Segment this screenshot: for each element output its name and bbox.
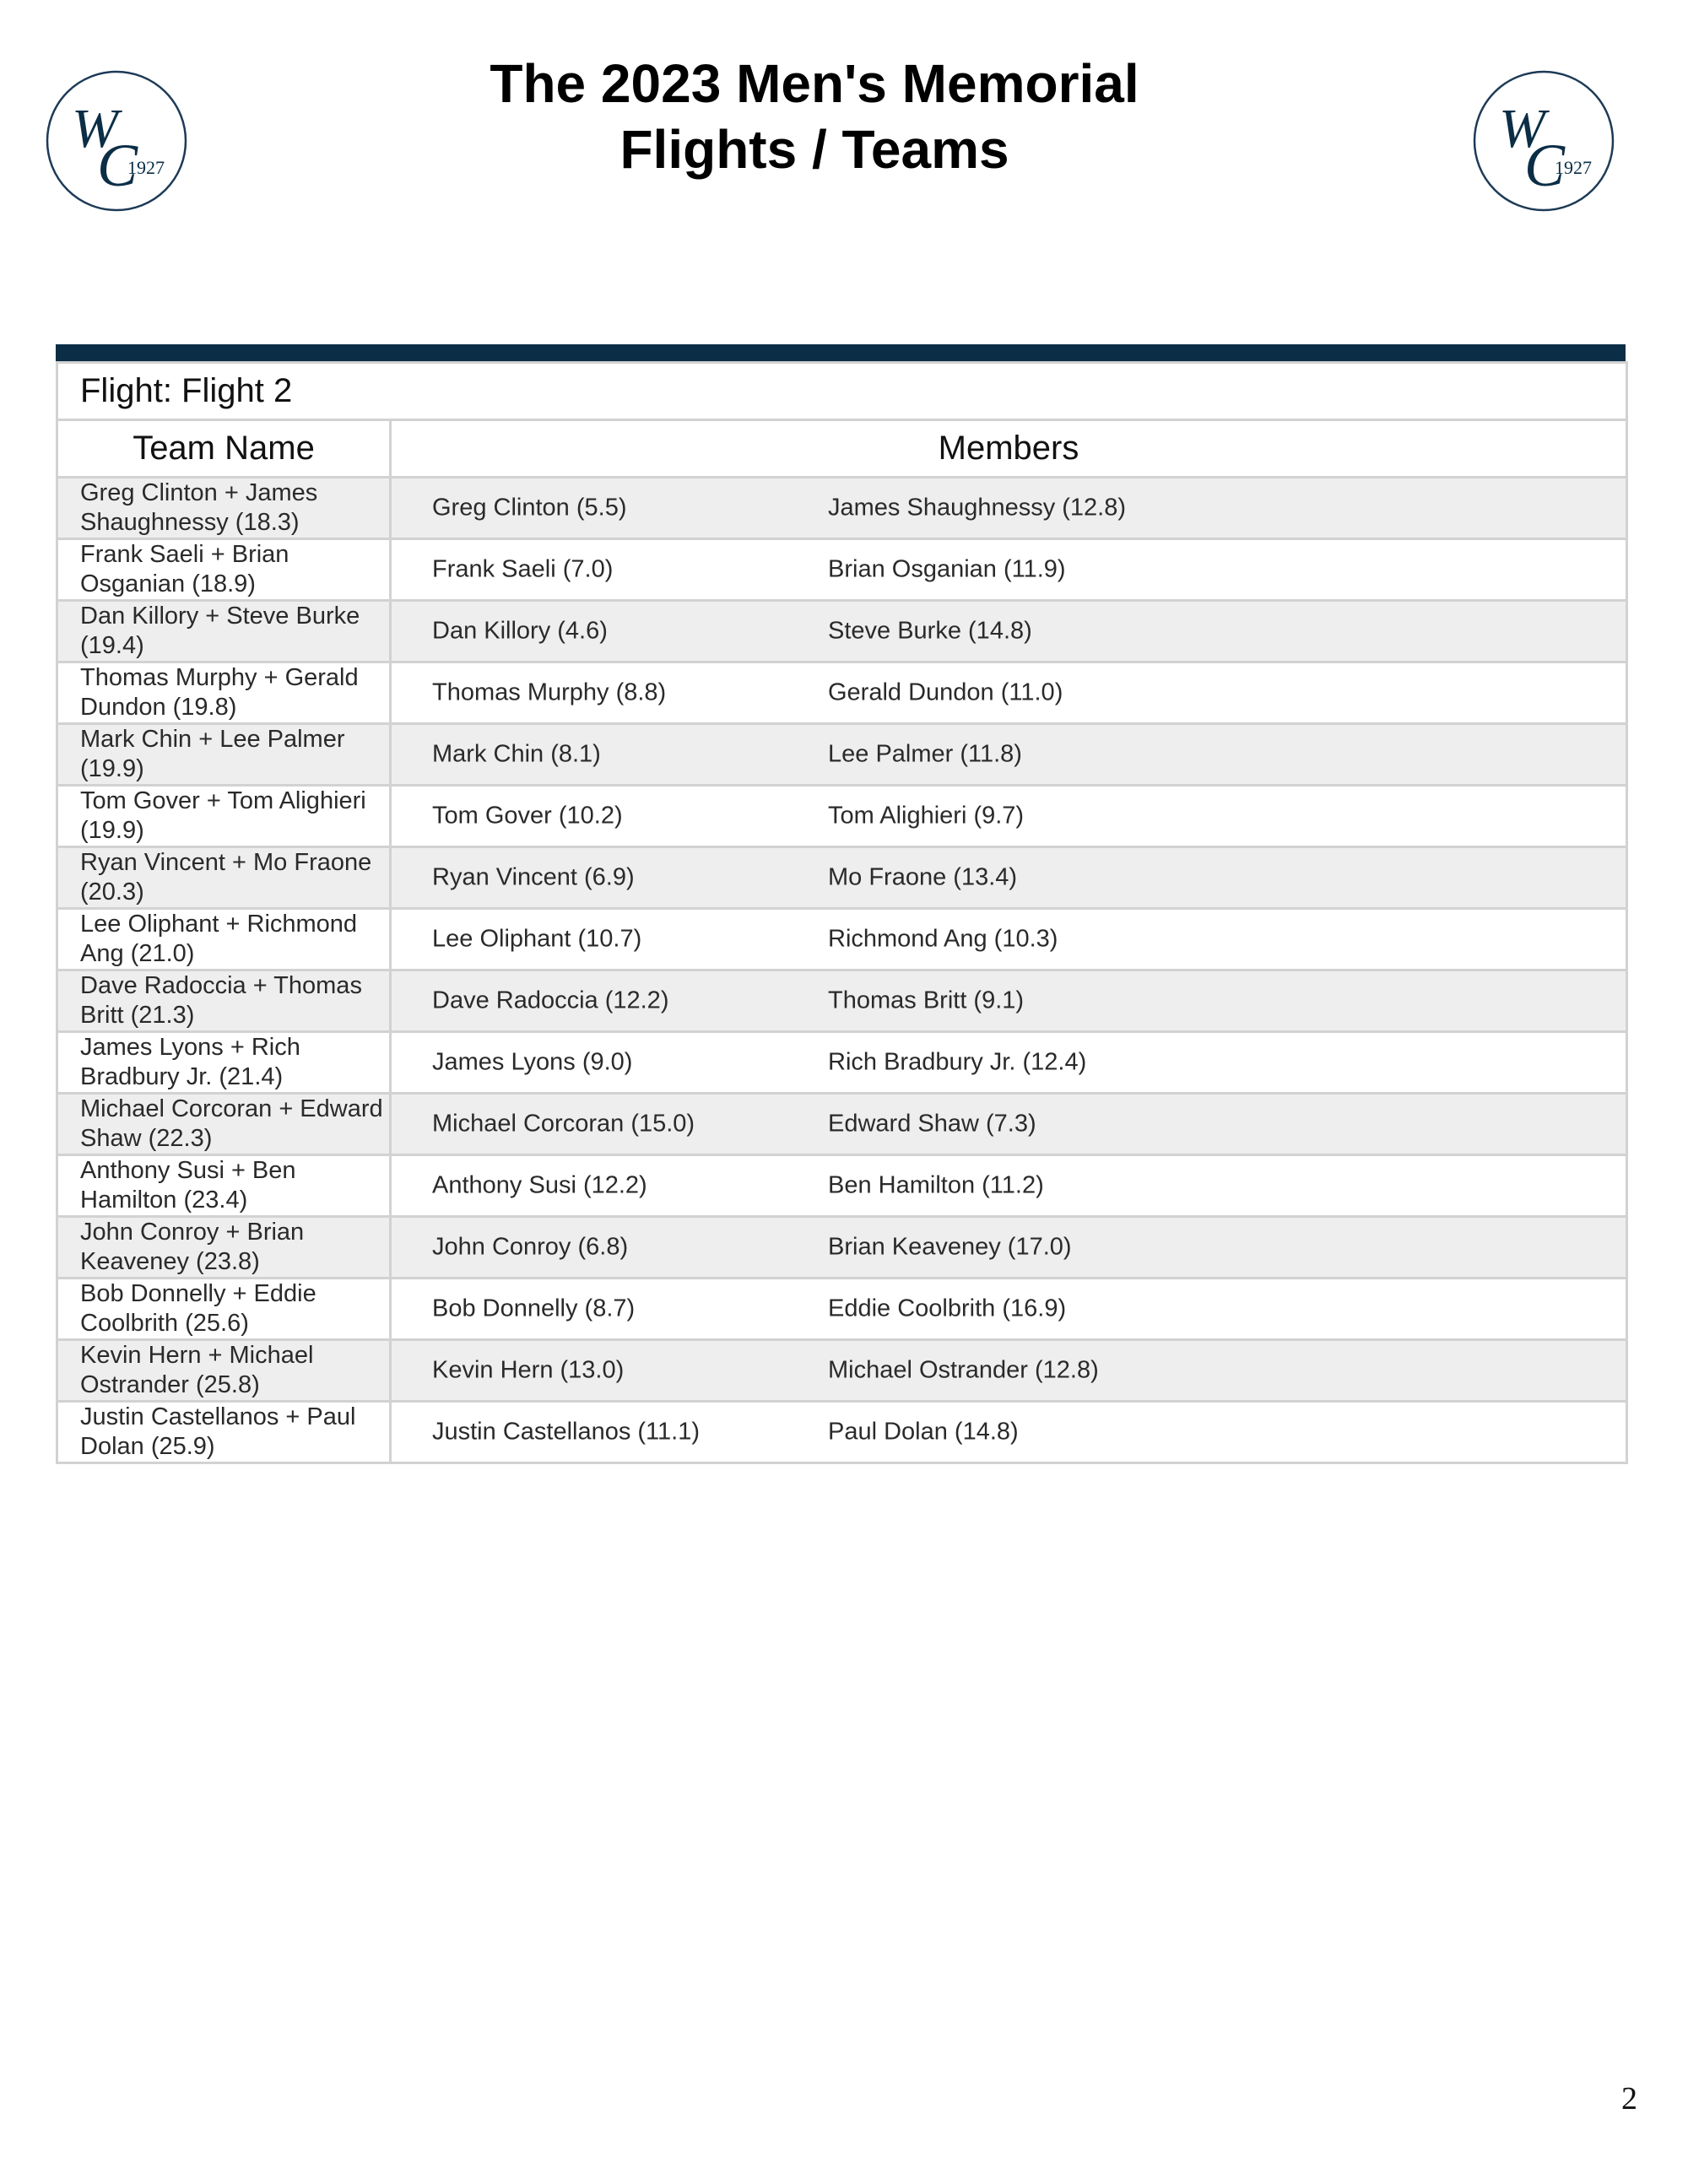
member-2: Eddie Coolbrith (16.9): [828, 1295, 1067, 1322]
table-row: [57, 1094, 1627, 1155]
members-cell: [391, 970, 1627, 1032]
page-title: [338, 51, 1291, 182]
team-name-cell: Thomas Murphy + Gerald Dundon (19.8): [57, 662, 391, 724]
table-row: [57, 1032, 1627, 1094]
member-1: John Conroy (6.8): [432, 1233, 629, 1261]
team-name-cell: Michael Corcoran + Edward Shaw (22.3): [57, 1094, 391, 1155]
wcc-seal-icon: [45, 69, 188, 213]
member-2: Rich Bradbury Jr. (12.4): [828, 1048, 1087, 1076]
team-name-cell: Mark Chin + Lee Palmer (19.9): [57, 724, 391, 786]
member-1: Kevin Hern (13.0): [432, 1356, 625, 1384]
members-cell: [391, 1094, 1627, 1155]
column-header-members: Members: [391, 420, 1627, 478]
members-cell: [391, 1279, 1627, 1340]
team-name-cell: Kevin Hern + Michael Ostrander (25.8): [57, 1340, 391, 1402]
members-cell: [391, 909, 1627, 970]
member-2: Thomas Britt (9.1): [828, 987, 1025, 1014]
member-1: James Lyons (9.0): [432, 1048, 633, 1076]
members-cell: [391, 1402, 1627, 1463]
member-2: Steve Burke (14.8): [828, 617, 1032, 645]
flight-table: [56, 344, 1626, 1464]
member-1: Frank Saeli (7.0): [432, 555, 614, 583]
svg-text:C: C: [1524, 132, 1566, 199]
table-row: [57, 1279, 1627, 1340]
table-row: [57, 478, 1627, 539]
member-1: Dave Radoccia (12.2): [432, 987, 669, 1014]
table-row: [57, 539, 1627, 601]
team-name-cell: Anthony Susi + Ben Hamilton (23.4): [57, 1155, 391, 1217]
member-2: Michael Ostrander (12.8): [828, 1356, 1099, 1384]
member-2: Paul Dolan (14.8): [828, 1418, 1019, 1446]
member-1: Bob Donnelly (8.7): [432, 1295, 636, 1322]
team-name-cell: Dave Radoccia + Thomas Britt (21.3): [57, 970, 391, 1032]
title-line-2: Flights / Teams: [619, 119, 1009, 180]
table-row: [57, 601, 1627, 662]
table-row: [57, 662, 1627, 724]
member-1: Tom Gover (10.2): [432, 802, 623, 830]
title-line-1: The 2023 Men's Memorial: [490, 53, 1139, 114]
member-2: Brian Keaveney (17.0): [828, 1233, 1072, 1261]
svg-text:1927: 1927: [127, 157, 165, 178]
svg-text:C: C: [97, 132, 138, 199]
table-row: [57, 909, 1627, 970]
table-row: [57, 1402, 1627, 1463]
member-2: Gerald Dundon (11.0): [828, 678, 1063, 706]
members-cell: [391, 724, 1627, 786]
team-name-cell: James Lyons + Rich Bradbury Jr. (21.4): [57, 1032, 391, 1094]
member-1: Michael Corcoran (15.0): [432, 1110, 695, 1138]
table-row: [57, 786, 1627, 847]
team-name-cell: Frank Saeli + Brian Osganian (18.9): [57, 539, 391, 601]
member-2: Richmond Ang (10.3): [828, 925, 1058, 953]
members-cell: [391, 539, 1627, 601]
member-1: Thomas Murphy (8.8): [432, 678, 667, 706]
page-number: 2: [1621, 2081, 1637, 2116]
members-cell: [391, 847, 1627, 909]
svg-text:W: W: [72, 98, 118, 159]
wcc-seal-icon: [1472, 69, 1615, 213]
member-1: Dan Killory (4.6): [432, 617, 608, 645]
member-1: Justin Castellanos (11.1): [432, 1418, 701, 1446]
team-name-cell: Ryan Vincent + Mo Fraone (20.3): [57, 847, 391, 909]
member-1: Anthony Susi (12.2): [432, 1171, 647, 1199]
member-1: Greg Clinton (5.5): [432, 494, 627, 522]
flight-label: Flight: Flight 2: [57, 363, 1627, 420]
member-1: Ryan Vincent (6.9): [432, 863, 635, 891]
table-row: [57, 847, 1627, 909]
column-header-team-name: Team Name: [57, 420, 391, 478]
table-header-bar: [56, 344, 1626, 361]
member-2: Lee Palmer (11.8): [828, 740, 1022, 768]
table-body: [57, 478, 1627, 1463]
table-row: [57, 1340, 1627, 1402]
members-cell: [391, 1340, 1627, 1402]
member-2: Ben Hamilton (11.2): [828, 1171, 1044, 1199]
members-cell: [391, 601, 1627, 662]
club-logo-left: [45, 69, 188, 213]
team-name-cell: Justin Castellanos + Paul Dolan (25.9): [57, 1402, 391, 1463]
team-name-cell: Dan Killory + Steve Burke (19.4): [57, 601, 391, 662]
club-logo-right: [1472, 69, 1615, 213]
team-name-cell: John Conroy + Brian Keaveney (23.8): [57, 1217, 391, 1279]
members-cell: [391, 786, 1627, 847]
table-row: [57, 1155, 1627, 1217]
member-2: Edward Shaw (7.3): [828, 1110, 1036, 1138]
member-1: Mark Chin (8.1): [432, 740, 601, 768]
table-row: [57, 970, 1627, 1032]
member-2: Tom Alighieri (9.7): [828, 802, 1025, 830]
table-row: [57, 724, 1627, 786]
team-name-cell: Bob Donnelly + Eddie Coolbrith (25.6): [57, 1279, 391, 1340]
svg-text:W: W: [1499, 98, 1545, 159]
teams-table: [56, 361, 1628, 1464]
svg-text:1927: 1927: [1555, 157, 1592, 178]
member-1: Lee Oliphant (10.7): [432, 925, 642, 953]
members-cell: [391, 478, 1627, 539]
table-row: [57, 1217, 1627, 1279]
members-cell: [391, 662, 1627, 724]
member-2: Brian Osganian (11.9): [828, 555, 1066, 583]
members-cell: [391, 1155, 1627, 1217]
team-name-cell: Greg Clinton + James Shaughnessy (18.3): [57, 478, 391, 539]
member-2: Mo Fraone (13.4): [828, 863, 1018, 891]
members-cell: [391, 1217, 1627, 1279]
team-name-cell: Lee Oliphant + Richmond Ang (21.0): [57, 909, 391, 970]
team-name-cell: Tom Gover + Tom Alighieri (19.9): [57, 786, 391, 847]
members-cell: [391, 1032, 1627, 1094]
member-2: James Shaughnessy (12.8): [828, 494, 1127, 522]
